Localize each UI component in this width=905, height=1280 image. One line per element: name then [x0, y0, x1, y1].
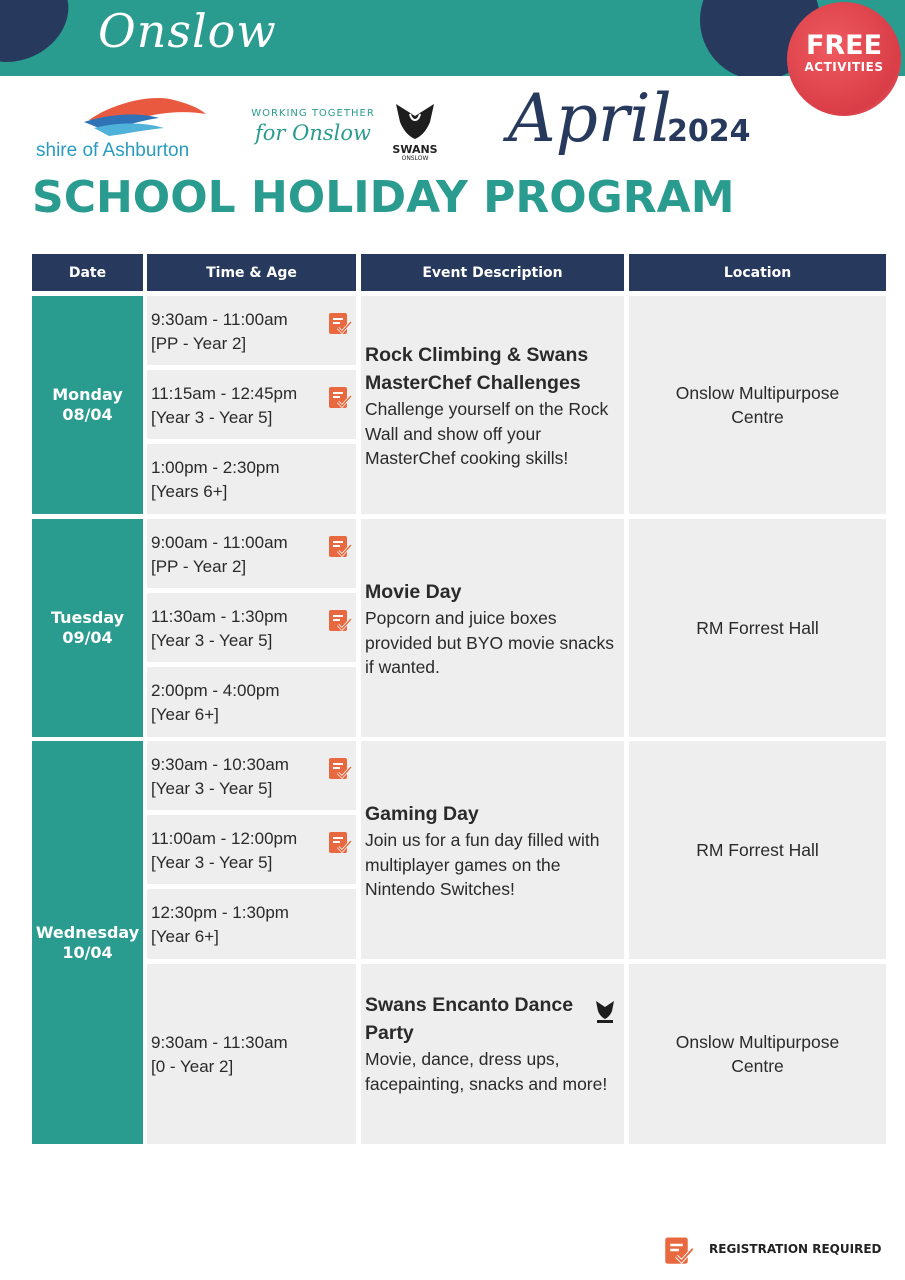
event-location: RM Forrest Hall	[696, 840, 819, 860]
event-location: Onslow Multipurpose Centre	[675, 1032, 840, 1076]
brush-decoration-left	[0, 0, 84, 76]
time-slot	[147, 593, 356, 662]
location-cell	[629, 296, 886, 514]
slot-time: 11:15am - 12:45pm	[151, 384, 298, 403]
swans-mini-icon	[594, 1000, 616, 1024]
working-together-line2: for Onslow	[255, 121, 371, 145]
header-date: Date	[32, 254, 143, 291]
legend-label: REGISTRATION REQUIRED	[709, 1242, 882, 1256]
town-name: Onslow	[98, 4, 277, 58]
location-cell	[629, 741, 886, 959]
day-date: 10/04	[62, 942, 113, 962]
event-title: Rock Climbing & Swans MasterChef Challenges	[365, 344, 589, 394]
date-cell-wednesday	[32, 741, 143, 1144]
event-title: Gaming Day	[365, 803, 479, 825]
event-location: RM Forrest Hall	[696, 618, 819, 638]
time-slot	[147, 964, 356, 1144]
registration-icon	[328, 385, 352, 409]
slot-age: [Year 6+]	[151, 927, 219, 946]
slot-time: 1:00pm - 2:30pm	[151, 458, 280, 477]
event-title: Swans Encanto Dance Party	[365, 994, 574, 1044]
year-heading: 2024	[667, 114, 751, 149]
event-description: Movie, dance, dress ups, facepainting, snacks and more!	[365, 1049, 608, 1094]
registration-icon	[328, 534, 352, 558]
slot-time: 9:30am - 10:30am	[151, 755, 289, 774]
day-name: Tuesday	[50, 608, 125, 627]
swans-logo-name: SWANS	[392, 143, 438, 156]
registration-icon	[328, 608, 352, 632]
registration-icon	[328, 756, 352, 780]
event-description: Join us for a fun day filled with multiplayer games on the Nintendo Switches!	[365, 830, 600, 899]
event-cell	[361, 741, 624, 959]
time-slot	[147, 815, 356, 884]
slot-age: [Year 3 - Year 5]	[151, 408, 273, 427]
slot-age: [Year 3 - Year 5]	[151, 631, 273, 650]
event-description: Challenge yourself on the Rock Wall and show off your MasterChef cooking skills!	[365, 399, 609, 468]
slot-time: 2:00pm - 4:00pm	[151, 681, 280, 700]
event-location: Onslow Multipurpose Centre	[675, 383, 840, 427]
registration-icon	[328, 311, 352, 335]
event-cell	[361, 519, 624, 737]
time-slot	[147, 741, 356, 810]
working-together-logo	[248, 108, 378, 145]
header-event-description: Event Description	[361, 254, 624, 291]
day-name: Wednesday	[35, 922, 140, 942]
registration-icon	[328, 830, 352, 854]
shire-logo-text: shire of Ashburton	[36, 140, 190, 161]
badge-line1: FREE	[805, 30, 883, 61]
slot-age: [PP - Year 2]	[151, 557, 247, 576]
time-slot	[147, 667, 356, 737]
month-heading: April	[508, 80, 672, 157]
swans-emblem-icon	[392, 102, 438, 140]
time-slot	[147, 296, 356, 365]
page-title: SCHOOL HOLIDAY PROGRAM	[32, 172, 735, 223]
top-banner	[0, 0, 905, 76]
event-title: Movie Day	[365, 581, 462, 603]
slot-age: [Year 6+]	[151, 705, 219, 724]
slot-age: [0 - Year 2]	[151, 1057, 234, 1076]
slot-time: 9:00am - 11:00am	[151, 533, 288, 552]
slot-age: [PP - Year 2]	[151, 334, 247, 353]
slot-time: 12:30pm - 1:30pm	[151, 903, 289, 922]
swans-logo	[390, 102, 440, 164]
slot-time: 9:30am - 11:00am	[151, 310, 288, 329]
slot-time: 11:00am - 12:00pm	[151, 829, 298, 848]
time-slot	[147, 519, 356, 588]
swans-logo-sub: ONSLOW	[401, 155, 429, 162]
event-description: Popcorn and juice boxes provided but BYO movie snacks if wanted.	[365, 608, 615, 677]
day-name: Monday	[52, 385, 123, 404]
time-slot	[147, 889, 356, 959]
day-date: 09/04	[62, 628, 113, 647]
slot-age: [Years 6+]	[151, 482, 228, 501]
date-cell-monday	[32, 296, 143, 514]
location-cell	[629, 519, 886, 737]
registration-icon	[664, 1235, 694, 1265]
badge-line2: ACTIVITIES	[804, 60, 884, 74]
time-slot	[147, 370, 356, 439]
location-cell	[629, 964, 886, 1144]
event-cell	[361, 964, 624, 1144]
header-location: Location	[629, 254, 886, 291]
slot-age: [Year 3 - Year 5]	[151, 779, 273, 798]
date-cell-tuesday	[32, 519, 143, 737]
slot-age: [Year 3 - Year 5]	[151, 853, 273, 872]
slot-time: 11:30am - 1:30pm	[151, 607, 288, 626]
event-cell	[361, 296, 624, 514]
working-together-line1: WORKING TOGETHER	[251, 108, 375, 119]
slot-time: 9:30am - 11:30am	[151, 1033, 288, 1052]
header-time-age: Time & Age	[147, 254, 356, 291]
day-date: 08/04	[62, 405, 113, 424]
free-activities-badge	[787, 2, 901, 116]
time-slot	[147, 444, 356, 514]
